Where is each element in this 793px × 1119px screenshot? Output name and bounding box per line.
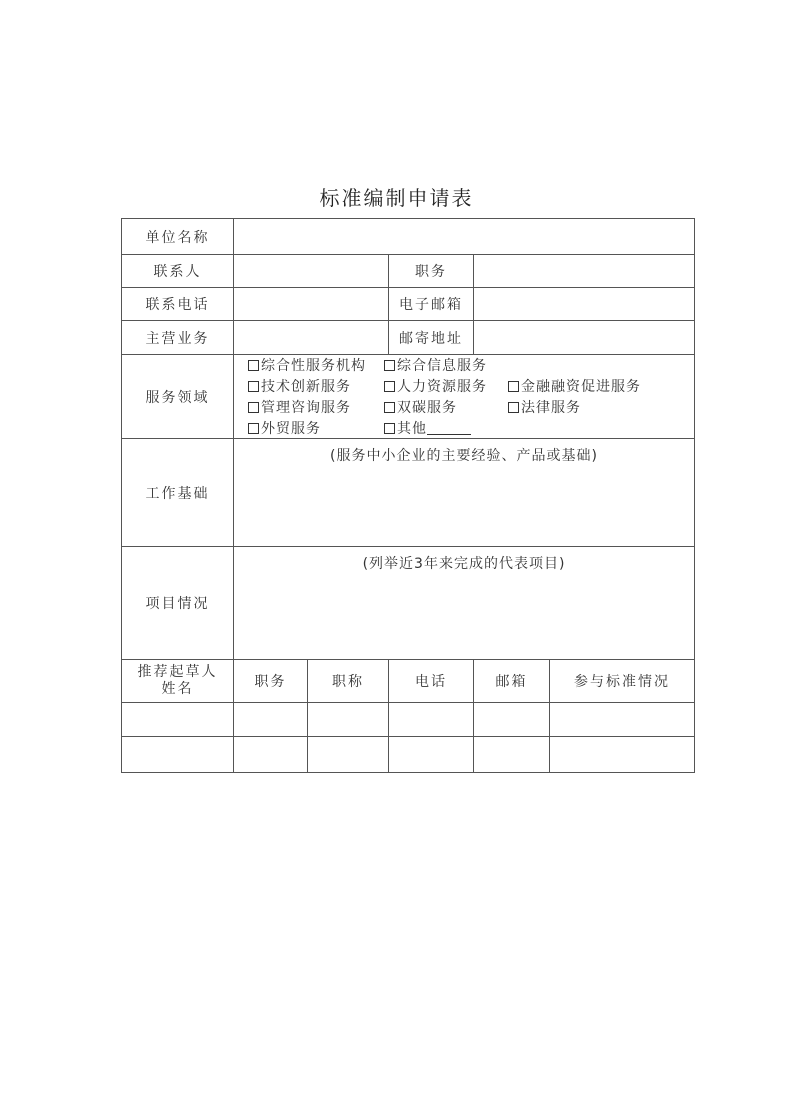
option-other[interactable]: 其他 xyxy=(384,418,508,438)
drafter-position-header: 职务 xyxy=(234,660,308,703)
drafter-cell[interactable] xyxy=(234,703,308,737)
other-blank[interactable] xyxy=(427,422,471,435)
address-label: 邮寄地址 xyxy=(389,321,474,355)
checkbox-icon[interactable] xyxy=(384,423,395,434)
option-comprehensive-info[interactable]: 综合信息服务 xyxy=(384,355,508,375)
drafter-cell[interactable] xyxy=(550,703,695,737)
form-title: 标准编制申请表 xyxy=(319,186,474,210)
checkbox-icon[interactable] xyxy=(384,381,395,392)
drafter-name-header: 推荐起草人 姓名 xyxy=(122,660,234,703)
option-financing[interactable]: 金融融资促进服务 xyxy=(508,376,658,396)
checkbox-icon[interactable] xyxy=(248,402,259,413)
contact-label: 联系人 xyxy=(122,255,234,288)
drafter-email-header: 邮箱 xyxy=(474,660,550,703)
drafter-cell[interactable] xyxy=(122,737,234,773)
drafter-cell[interactable] xyxy=(389,737,474,773)
drafter-participation-header: 参与标准情况 xyxy=(550,660,695,703)
drafter-header-row xyxy=(122,660,695,703)
drafter-cell[interactable] xyxy=(474,737,550,773)
drafter-cell[interactable] xyxy=(308,703,389,737)
checkbox-icon[interactable] xyxy=(508,381,519,392)
drafter-cell[interactable] xyxy=(234,737,308,773)
row-unit-name xyxy=(122,219,695,255)
option-management-consulting[interactable]: 管理咨询服务 xyxy=(248,397,384,417)
phone-label: 联系电话 xyxy=(122,288,234,321)
option-human-resources[interactable]: 人力资源服务 xyxy=(384,376,508,396)
projects-field[interactable]: (列举近3年来完成的代表项目) xyxy=(234,547,695,660)
position-label: 职务 xyxy=(389,255,474,288)
option-foreign-trade[interactable]: 外贸服务 xyxy=(248,418,384,438)
option-tech-innovation[interactable]: 技术创新服务 xyxy=(248,376,384,396)
main-business-field[interactable] xyxy=(234,321,389,355)
drafter-cell[interactable] xyxy=(308,737,389,773)
option-comprehensive-agency[interactable]: 综合性服务机构 xyxy=(248,355,384,375)
position-field[interactable] xyxy=(474,255,695,288)
service-area-options xyxy=(234,355,695,439)
work-basis-label: 工作基础 xyxy=(122,439,234,547)
checkbox-icon[interactable] xyxy=(384,360,395,371)
drafter-row xyxy=(122,737,695,773)
row-projects xyxy=(122,547,695,660)
checkbox-icon[interactable] xyxy=(384,402,395,413)
row-phone xyxy=(122,288,695,321)
drafter-cell[interactable] xyxy=(122,703,234,737)
row-service-area xyxy=(122,355,695,439)
drafter-phone-header: 电话 xyxy=(389,660,474,703)
checkbox-icon[interactable] xyxy=(248,360,259,371)
row-business xyxy=(122,321,695,355)
checkbox-icon[interactable] xyxy=(508,402,519,413)
row-work-basis xyxy=(122,439,695,547)
drafter-cell[interactable] xyxy=(389,703,474,737)
address-field[interactable] xyxy=(474,321,695,355)
work-basis-field[interactable]: (服务中小企业的主要经验、产品或基础) xyxy=(234,439,695,547)
email-field[interactable] xyxy=(474,288,695,321)
application-form xyxy=(121,218,695,773)
checkbox-icon[interactable] xyxy=(248,423,259,434)
checkbox-icon[interactable] xyxy=(248,381,259,392)
drafter-cell[interactable] xyxy=(474,703,550,737)
drafter-cell[interactable] xyxy=(550,737,695,773)
contact-field[interactable] xyxy=(234,255,389,288)
drafter-title-header: 职称 xyxy=(308,660,389,703)
service-area-label: 服务领域 xyxy=(122,355,234,439)
email-label: 电子邮箱 xyxy=(389,288,474,321)
phone-field[interactable] xyxy=(234,288,389,321)
unit-name-field[interactable] xyxy=(234,219,695,255)
option-dual-carbon[interactable]: 双碳服务 xyxy=(384,397,508,417)
unit-name-label: 单位名称 xyxy=(122,219,234,255)
main-business-label: 主营业务 xyxy=(122,321,234,355)
drafter-row xyxy=(122,703,695,737)
option-legal[interactable]: 法律服务 xyxy=(508,397,658,417)
row-contact xyxy=(122,255,695,288)
projects-label: 项目情况 xyxy=(122,547,234,660)
